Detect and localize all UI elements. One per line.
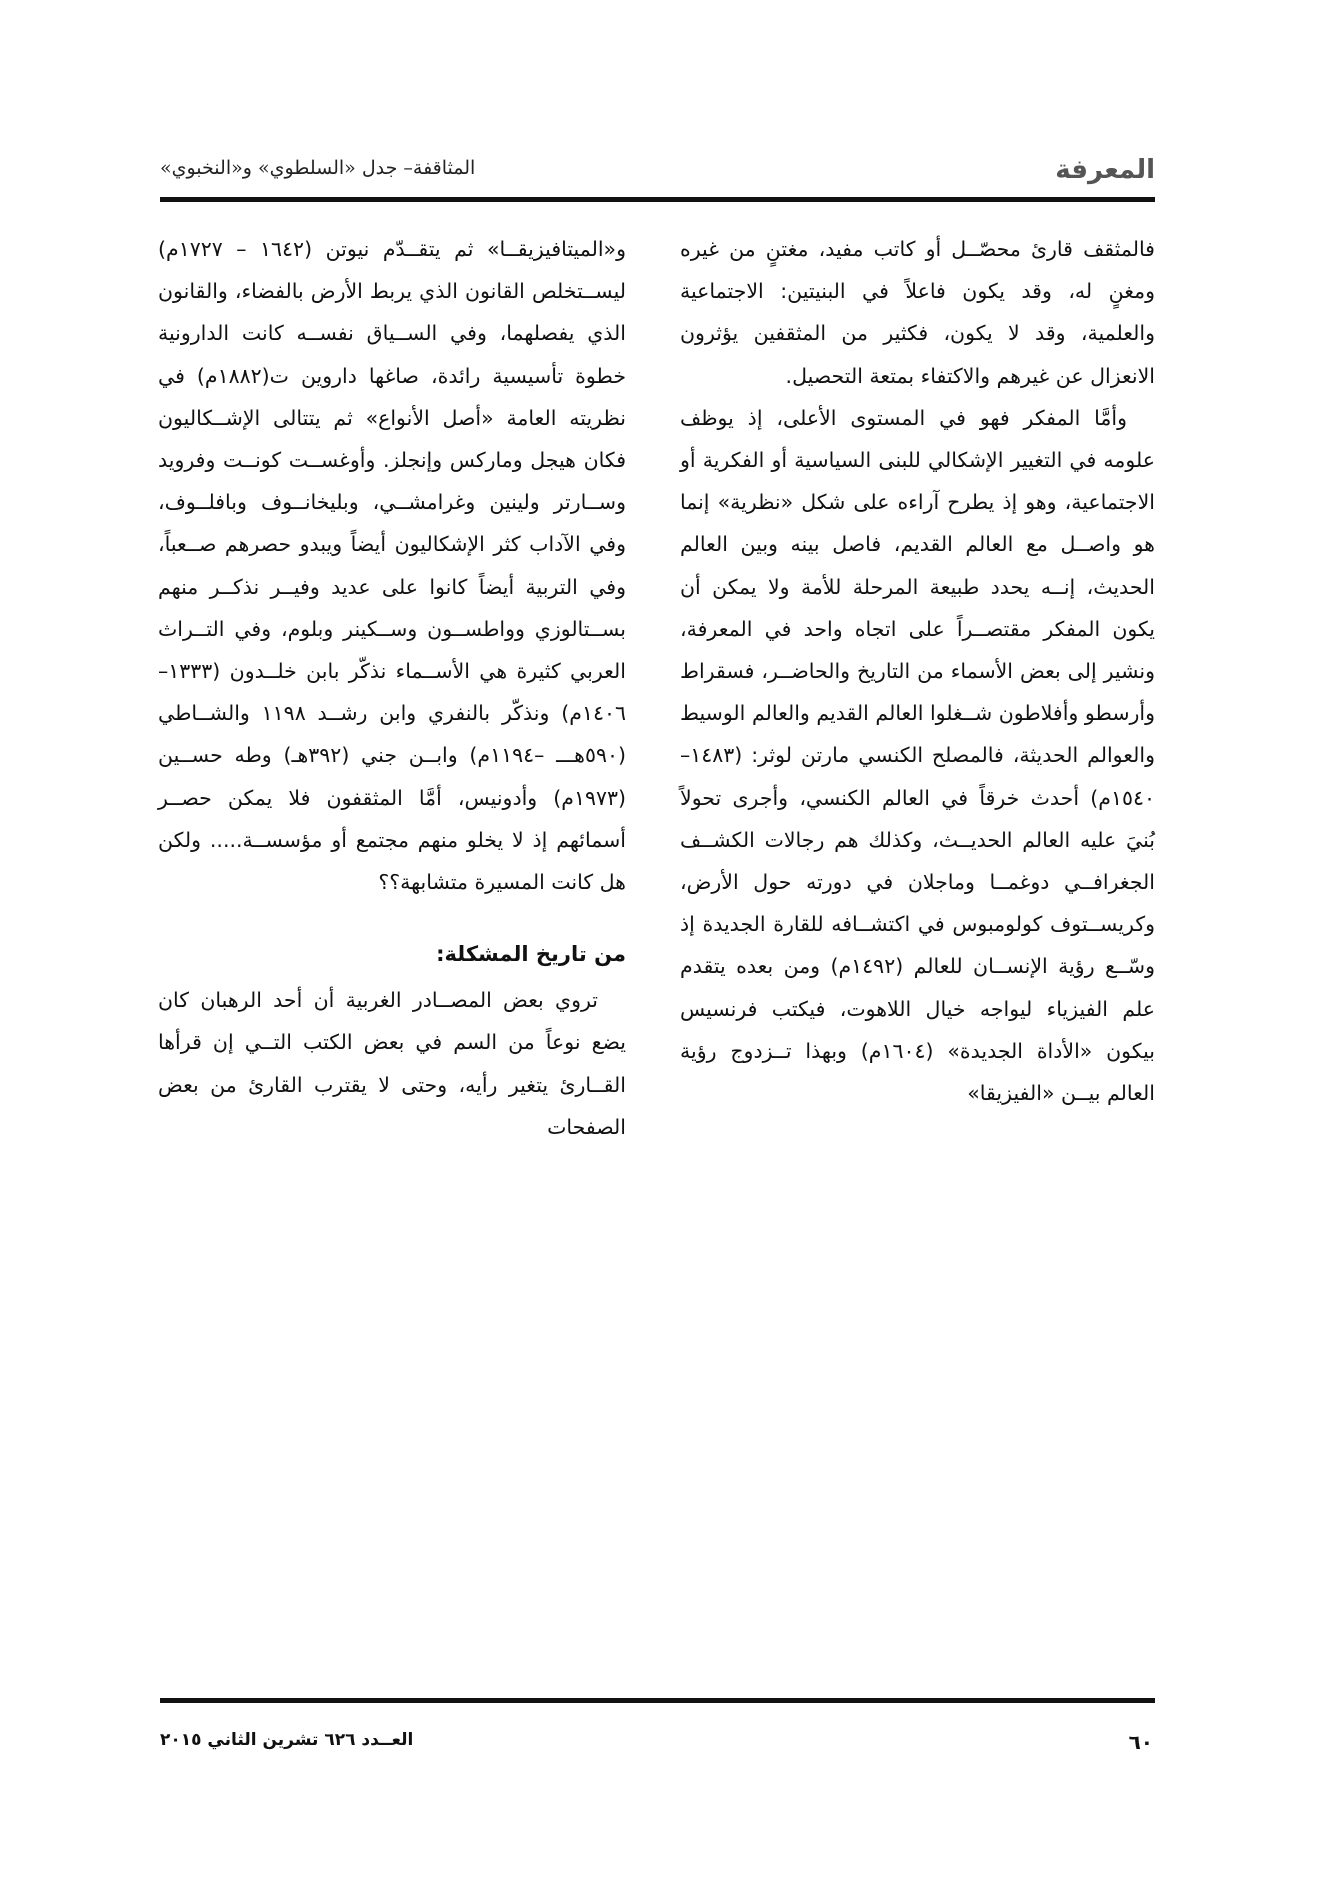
header-divider bbox=[160, 197, 1155, 202]
right-column bbox=[680, 228, 1155, 1114]
left-column bbox=[158, 228, 626, 1148]
paragraph: فالمثقف قارئ محصّــل أو كاتب مفيد، مغتنٍ من غيره ومغنٍ له، وقد يكون فاعلاً في البنيتين: الاجتماعية والعلمية، وقد لا يكون، فكثير من المثقفين يؤثرون الانعزال عن غيرهم والاكتفاء بمتعة التحصيل. bbox=[680, 237, 1155, 388]
page-number: ٦٠ bbox=[1128, 1730, 1153, 1754]
footer-divider bbox=[160, 1698, 1155, 1703]
paragraph: تروي بعض المصــادر الغربية أن أحد الرهبان كان يضع نوعاً من السم في بعض الكتب التــي إن قرأها القــارئ يتغير رأيه، وحتى لا يقترب القارئ من بعض الصفحات bbox=[158, 988, 626, 1139]
paragraph: و«الميتافيزيقــا» ثم يتقــدّم نيوتن (١٦٤٢ – ١٧٢٧م) ليســتخلص القانون الذي يربط الأرض بالفضاء، والقانون الذي يفصلهما، وفي الســياق نفســه كانت الداروني‍ة خطوة تأسيسية رائدة، صاغها داروين ت(١٨٨٢م) في نظريته العامة «أصل الأنواع» ثم يتتالى الإشــكاليون فكان هيجل وماركس وإنجلز. وأوغســت كونــت وفرويد وســارتر ولينين وغرامشــي، وبليخانــوف وبافلــوف، وفي الآداب كثر الإشكاليون أيضاً ويبدو حصرهم صــعباً، وفي التربية أيضاً كانوا على عديد وفيــر نذكــر منهم بســتالوزي وواطســون وســكينر وبلوم، وفي التــراث العربي كثيرة هي الأســماء نذكّر بابن خلــدون (١٣٣٣– ١٤٠٦م) ونذكّر بالنفري وابن رشــد ١١٩٨ والشــاطي (٥٩٠هـــ –١١٩٤م) وابــن جني (٣٩٢هـ) وطه حســين (١٩٧٣م) وأدونيس، أمَّا المثقفون فلا يمكن حصــر أسمائهم إذ لا يخلو منهم مجتمع أو مؤسســة..... ولكن هل كانت المسيرة متشابهة؟؟ bbox=[158, 237, 627, 895]
page-header bbox=[160, 145, 1155, 193]
section-heading: من تاريخ المشكلة: bbox=[436, 942, 626, 967]
paragraph: وأمَّا المفكر فهو في المستوى الأعلى، إذ يوظف علومه في التغيير الإشكالي للبنى السياسية أو الفكرية أو الاجتماعية، وهو إذ يطرح آراءه على شكل «نظرية» إنما هو واصــل مع العالم القديم، فاصل بينه وبين العالم الحديث، إنــه يحدد طبيعة المرحلة للأمة ولا يمكن أن يكون المفكر مقتصــراً على اتجاه واحد في المعرفة، ونشير إلى بعض الأسماء من التاريخ والحاضــر، فسقراط وأرسطو وأفلاطون شــغلوا العالم القديم والعالم الوسيط والعوالم الحديثة، فالمصلح الكنسي مارتن لوثر: (١٤٨٣–١٥٤٠م) أحدث خرقاً في العالم الكنسي، وأجرى تحولاً بُنيَ عليه العالم الحديــث، وكذلك هم رجالات الكشــف الجغرافــي دوغمــا وماجلان في دورته حول الأرض، وكريســتوف كولومبوس في اكتشــافه للقارة الجديدة إذ وسّــع رؤية الإنســان للعالم (١٤٩٢م) ومن بعده يتقدم علم الفيزياء ليواجه خيال اللاهوت، فيكتب فرنسيس بيكون «الأداة الجديدة» (١٦٠٤م) وبهذا تــزدوج رؤية العالم بيــن «الفيزيقا» bbox=[680, 405, 1155, 1106]
issue-info: العــدد ٦٢٦ تشرين الثاني ٢٠١٥ bbox=[160, 1730, 414, 1750]
running-title: المثاقفة– جدل «السلطوي» و«النخبوي» bbox=[160, 157, 476, 179]
magazine-logo: المعرفة bbox=[1055, 155, 1155, 185]
